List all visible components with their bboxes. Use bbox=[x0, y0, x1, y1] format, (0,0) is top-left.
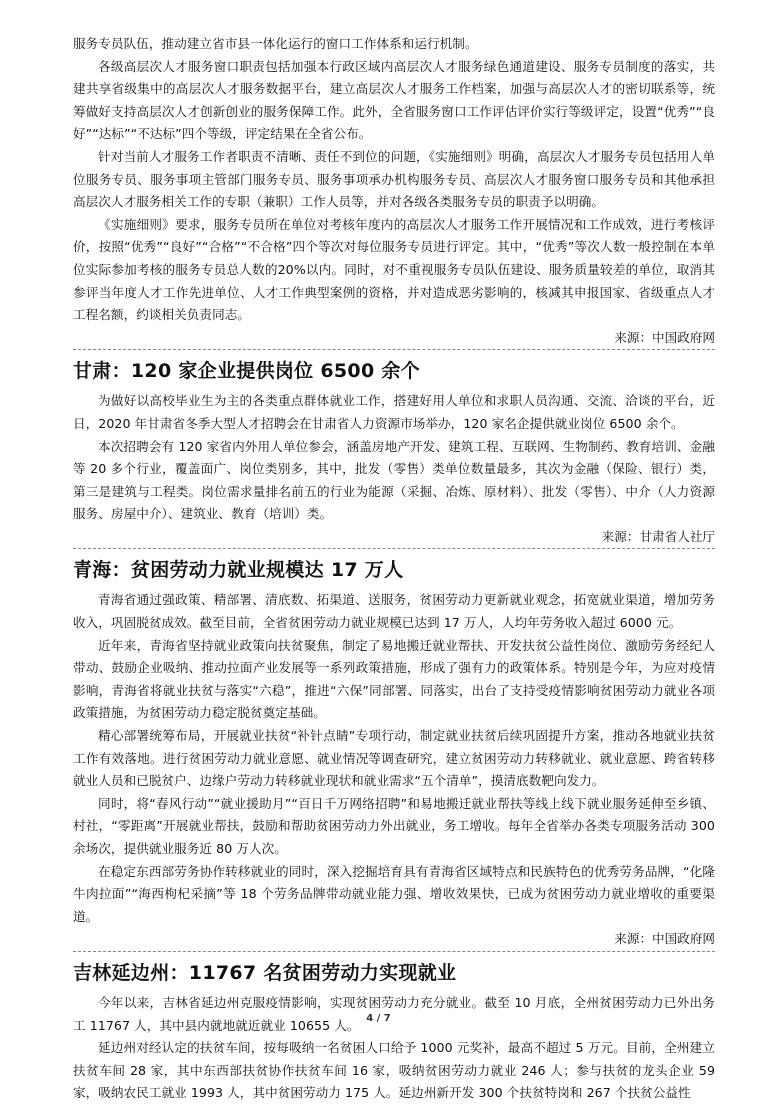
section-heading: 甘肃：120 家企业提供岗位 6500 余个 bbox=[73, 360, 420, 383]
paragraph: 《实施细则》要求，服务专员所在单位对考核年度内的高层次人才服务工作开展情况和工作成效，进行考核评价，按照“优秀”“良好”“合格”“不合格”四个等次对每位服务专员进行评定。其中，“优秀”等次人数一般控制在本单位实际参加考核的服务专员总人数的20%以内。同时，对不重视服务专员队伍建设、服务质量较差的单位，取消其参评当年度人才工作先进单位、人才工作典型案例的资格，并对造成恶劣影响的，核减其申报国家、省级重点人才工程名额，约谈相关负责同志。 bbox=[73, 216, 715, 323]
section-heading: 青海：贫困劳动力就业规模达 17 万人 bbox=[73, 559, 404, 582]
paragraph: 今年以来，吉林省延边州克服疫情影响，实现贫困劳动力充分就业。截至 10 月底，全州贫困劳动力已外出务工 11767 人，其中县内就地就近就业 10655 人。 bbox=[73, 994, 715, 1033]
paragraph: 近年来，青海省坚持就业政策向扶贫聚焦，制定了易地搬迁就业帮扶、开发扶贫公益性岗位、激励劳务经纪人带动、鼓励企业吸纳、推动拉面产业发展等一系列政策措施，形成了强有力的政策体系。特别是今年，为应对疫情影响，青海省将就业扶贫与落实“六稳”，推进“六保”同部署、同落实，出台了支持受疫情影响贫困劳动力就业各项政策措施，为贫困劳动力稳定脱贫奠定基础。 bbox=[73, 637, 715, 721]
paragraph: 精心部署统筹布局，开展就业扶贫“补针点睛”专项行动，制定就业扶贫后续巩固提升方案，推动各地就业扶贫工作有效落地。进行贫困劳动力就业意愿、就业情况等调查研究，建立贫困劳动力转移就业、就业意愿、跨省转移就业人员和已脱贫户、边缘户劳动力转移就业现状和就业需求“五个清单”，摸清底数靶向发力。 bbox=[73, 728, 715, 789]
paragraph: 本次招聘会有 120 家省内外用人单位参会，涵盖房地产开发、建筑工程、互联网、生物制药、教育培训、金融等 20 多个行业，覆盖面广、岗位类别多，其中，批发（零售）类单位数量最多，其次为金融（保险、银行）类，第三是建筑与工程类。岗位需求量排名前五的行业为能源（采掘、冶炼、原材料）、批发（零售）、中介（人力资源服务、房屋中介）、建筑业、教育（培训）类。 bbox=[73, 438, 715, 522]
paragraph: 服务专员队伍，推动建立省市县一体化运行的窗口工作体系和运行机制。 bbox=[73, 36, 478, 51]
source-line bbox=[73, 327, 715, 351]
paragraph: 针对当前人才服务工作者职责不清晰、责任不到位的问题，《实施细则》明确，高层次人才服务专员包括用人单位服务专员、服务事项主管部门服务专员、服务事项承办机构服务专员、高层次人才服务窗口服务专员和其他承担高层次人才服务相关工作的专职（兼职）工作人员等，并对各级各类服务专员的职责予以明确。 bbox=[73, 148, 715, 210]
source-text: 来源：中国政府网 bbox=[614, 329, 715, 345]
page-number: 4 / 7 bbox=[366, 1013, 391, 1024]
source-text: 来源：中国政府网 bbox=[614, 931, 715, 947]
source-line bbox=[73, 526, 715, 550]
paragraph: 在稳定东西部劳务协作转移就业的同时，深入挖掘培育具有青海省区域特点和民族特色的优秀劳务品牌，“化隆牛肉拉面”“海西枸杞采摘”等 18 个劳务品牌带动就业能力强、增收效果快，已成为贫困劳动力就业增收的重要渠道。 bbox=[73, 863, 715, 924]
page-content bbox=[73, 33, 715, 1105]
paragraph: 为做好以高校毕业生为主的各类重点群体就业工作，搭建好用人单位和求职人员沟通、交流、洽谈的平台，近日，2020 年甘肃省冬季大型人才招聘会在甘肃省人力资源市场举办，120 家名企提供就业岗位 6500 余个。 bbox=[73, 393, 715, 431]
section-heading: 吉林延边州：11767 名贫困劳动力实现就业 bbox=[73, 961, 457, 984]
paragraph: 青海省通过强政策、精部署、清底数、拓渠道、送服务，贫困劳动力更新就业观念，拓宽就业渠道，增加劳务收入，巩固脱贫成效。截至目前，全省贫困劳动力就业规模已达到 17 万人，人均年劳务收入超过 6000 元。 bbox=[73, 592, 715, 631]
paragraph: 各级高层次人才服务窗口职责包括加强本行政区域内高层次人才服务绿色通道建设、服务专员制度的落实，共建共享省级集中的高层次人才服务数据平台，建立高层次人才服务工作档案，加强与高层次人才的密切联系等，统筹做好支持高层次人才创新创业的服务保障工作。此外，全省服务窗口工作评估评价实行等级评定，设置“优秀”“良好”“达标”“不达标”四个等级，评定结果在全省公布。 bbox=[73, 58, 715, 142]
source-line bbox=[73, 928, 715, 952]
paragraph: 同时，将“春风行动”“就业援助月”“百日千万网络招聘”和易地搬迁就业帮扶等线上线下就业服务延伸至乡镇、村社，“零距离”开展就业帮扶，鼓励和帮助贫困劳动力外出就业，务工增收。每年全省举办各类专项服务活动 300 余场次，提供就业服务近 80 万人次。 bbox=[73, 795, 715, 856]
source-text: 来源：甘肃省人社厅 bbox=[601, 528, 715, 544]
paragraph: 延边州对经认定的扶贫车间，按每吸纳一名贫困人口给予 1000 元奖补，最高不超过 5 万元。目前，全州建立扶贫车间 28 家，其中东西部扶贫协作扶贫车间 16 家，吸纳贫困劳动力就业 246 人；参与扶贫的龙头企业 59 家，吸纳农民工就业 1993 人，其中贫困劳动力 175 人。延边州新开发 300 个扶贫特岗和 267 个扶贫公益性 bbox=[73, 1040, 715, 1101]
